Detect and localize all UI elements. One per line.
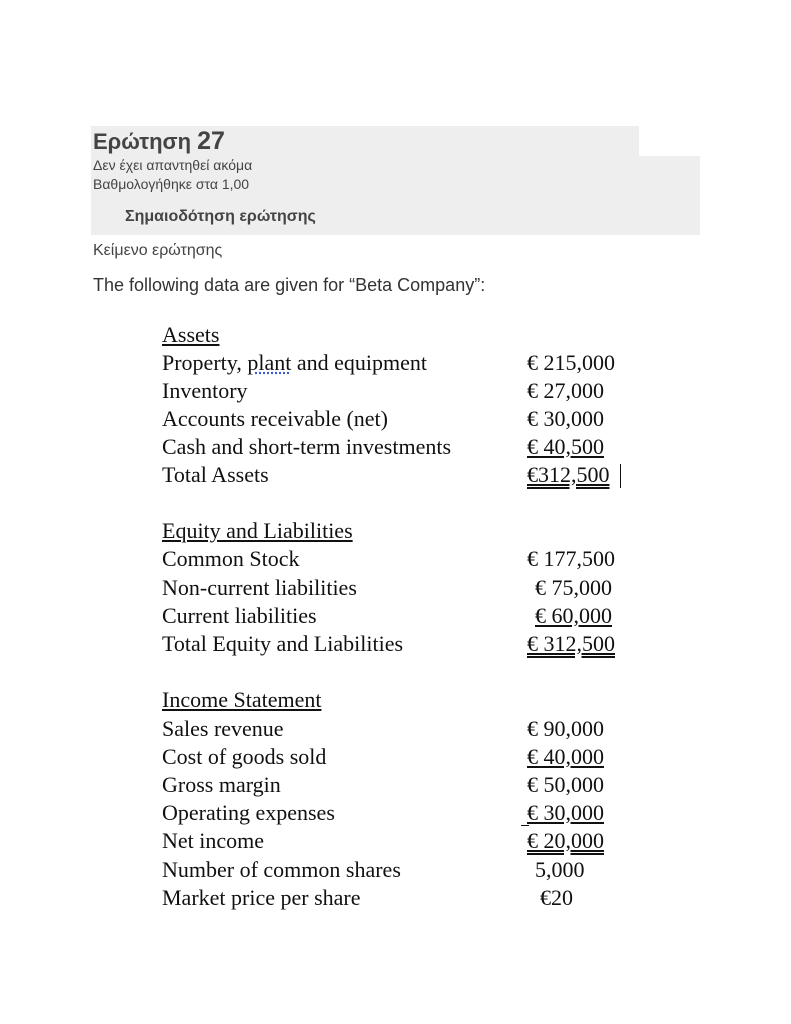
text-cursor [620, 464, 621, 488]
income-row-value: 5,000 [535, 857, 585, 882]
question-number: 27 [197, 127, 225, 155]
income-row-label: Market price per share [162, 885, 361, 910]
income-row-value: € 40,000 [527, 744, 604, 769]
equity-row-label: Common Stock [162, 546, 300, 571]
equity-row-label: Current liabilities [162, 603, 317, 628]
question-state: Δεν έχει απαντηθεί ακόμα [93, 157, 253, 173]
assets-heading: Assets [162, 322, 220, 347]
income-row-label: Operating expenses [162, 800, 335, 825]
assets-label-part: Property, [162, 350, 248, 375]
assets-total-label: Total Assets [162, 462, 269, 487]
assets-row-value: € 40,500 [527, 434, 604, 459]
equity-row-value: € 75,000 [535, 575, 612, 600]
income-row-value: € 90,000 [527, 716, 604, 741]
assets-row-value: € 30,000 [527, 406, 604, 431]
equity-total-label: Total Equity and Liabilities [162, 631, 404, 656]
assets-row-label: Cash and short-term investments [162, 434, 452, 459]
assets-total-value: €312,500 [527, 462, 610, 487]
question-text-label: Κείμενο ερώτησης [93, 242, 223, 259]
assets-row-value: € 27,000 [527, 378, 604, 403]
question-intro: The following data are given for “Beta Company”: [93, 275, 486, 295]
equity-row-value: € 60,000 [535, 603, 612, 628]
income-row-label: Net income [162, 828, 265, 853]
assets-row-label: Accounts receivable (net) [162, 406, 388, 431]
underline-rule [521, 825, 529, 826]
equity-total-value: € 312,500 [527, 631, 615, 656]
assets-label-part: and equipment [291, 350, 427, 375]
question-grade: Βαθμολογήθηκε στα 1,00 [93, 176, 250, 192]
flag-question-link[interactable]: Σημαιοδότηση ερώτησης [125, 208, 316, 225]
income-row-value: €20 [540, 885, 573, 910]
equity-row-label: Non-current liabilities [162, 575, 357, 600]
equity-row-value: € 177,500 [527, 546, 615, 571]
spellcheck-word: plant [247, 350, 292, 375]
income-heading: Income Statement [162, 687, 322, 712]
income-row-label: Sales revenue [162, 716, 284, 741]
assets-row-value: € 215,000 [527, 350, 615, 375]
assets-row-label: Inventory [162, 378, 248, 403]
assets-row-label [162, 352, 427, 374]
income-row-label: Number of common shares [162, 857, 401, 882]
question-title-prefix: Ερώτηση [93, 129, 192, 154]
income-row-value: € 30,000 [527, 800, 604, 825]
income-row-label: Cost of goods sold [162, 744, 327, 769]
income-row-value: € 50,000 [527, 772, 604, 797]
income-row-value: € 20,000 [527, 828, 604, 853]
income-row-label: Gross margin [162, 772, 281, 797]
equity-heading: Equity and Liabilities [162, 518, 353, 543]
